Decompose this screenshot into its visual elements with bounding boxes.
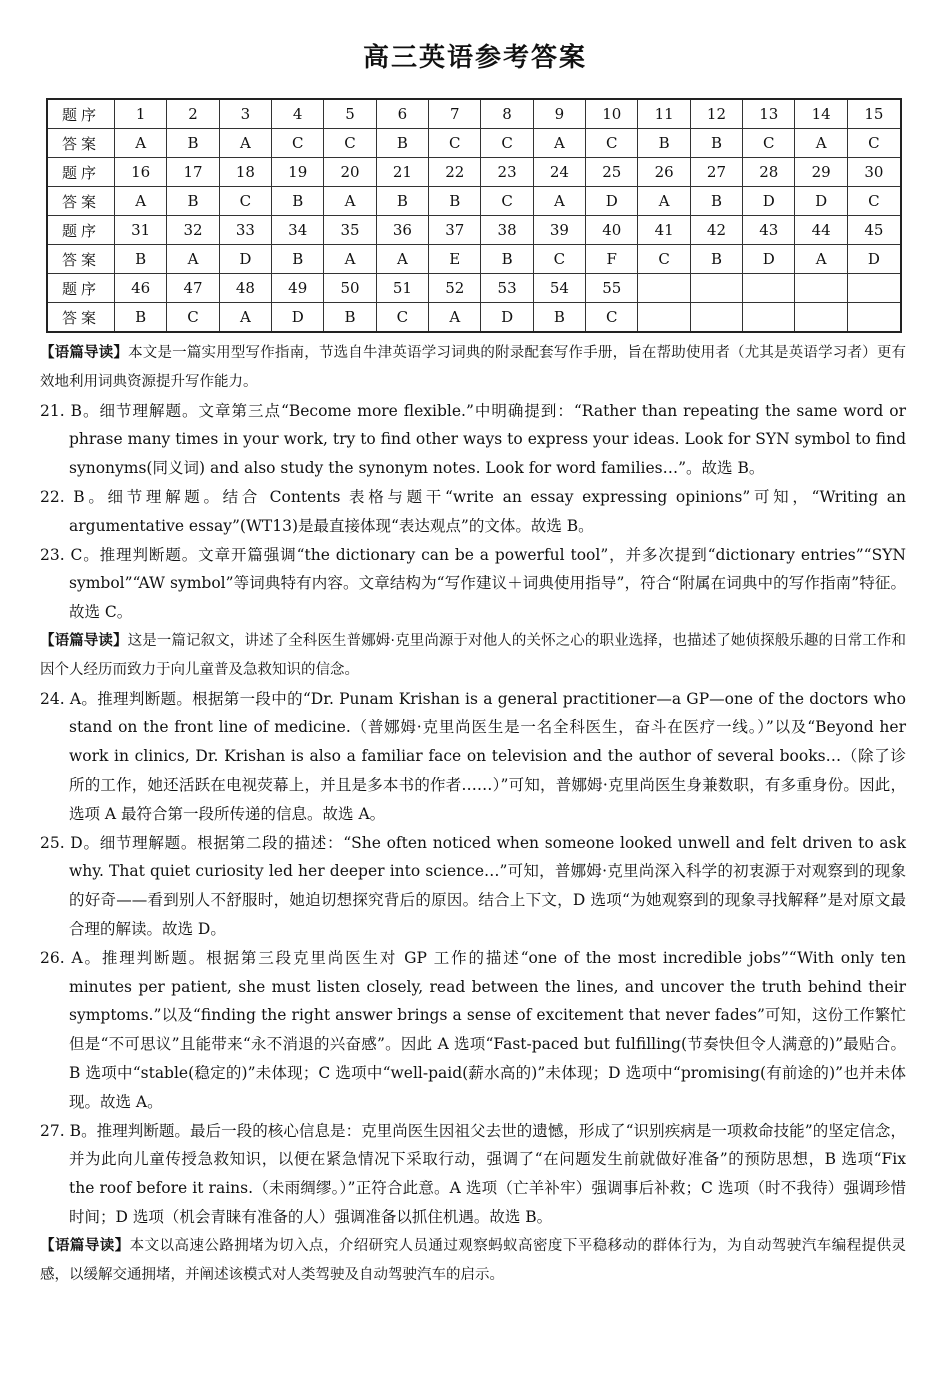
question-number-cell: 28 (743, 158, 795, 187)
question-number-cell: 48 (219, 274, 271, 303)
question-number-cell: 26 (638, 158, 690, 187)
answer-cell: C (272, 129, 324, 158)
question-number-cell: 4 (272, 99, 324, 129)
answer-cell: C (743, 129, 795, 158)
answer-cell: D (272, 303, 324, 333)
question-number-cell: 17 (167, 158, 219, 187)
answer-cell: B (324, 303, 376, 333)
answer-cell (795, 303, 847, 333)
row-label: 题序 (47, 158, 115, 187)
answer-cell: A (115, 129, 167, 158)
question-number-cell: 19 (272, 158, 324, 187)
answer-cell: A (429, 303, 481, 333)
answer-cell: D (847, 245, 901, 274)
answer-explanation: 21. B。细节理解题。文章第三点“Become more flexible.”中明确提到：“Rather than repeating the same word or phrase many times in your work, try to find other ways to express your ideas. Look for SYN symbol to find synonyms(同义词) and also study the synonym notes. Look for word families…”。故选 B。 (40, 401, 906, 478)
question-number-cell: 44 (795, 216, 847, 245)
row-label: 答案 (47, 245, 115, 274)
question-number-cell: 18 (219, 158, 271, 187)
answer-cell: B (376, 187, 428, 216)
answer-cell: D (743, 245, 795, 274)
answer-cell: F (586, 245, 638, 274)
question-number-cell (638, 274, 690, 303)
question-number-cell: 35 (324, 216, 376, 245)
answer-cell: C (847, 129, 901, 158)
question-number-cell: 40 (586, 216, 638, 245)
question-number-cell: 37 (429, 216, 481, 245)
answer-cell: B (167, 187, 219, 216)
answer-cell: B (690, 187, 742, 216)
question-number-cell: 25 (586, 158, 638, 187)
answer-cell: A (638, 187, 690, 216)
answer-cell: A (795, 129, 847, 158)
answer-explanation: 25. D。细节理解题。根据第二段的描述：“She often noticed when someone looked unwell and felt driven to ask why. That quiet curiosity led her deeper into science…”可知，普娜姆·克里尚深入科学的初衷源于对观察到的现象的好奇——看到别人不舒服时，她迫切想探究背后的原因。结合上下文，D 选项“为她观察到的现象寻找解释”是对原文最合理的解读。故选 D。 (40, 833, 906, 938)
question-number-row (47, 99, 901, 129)
question-number-cell: 53 (481, 274, 533, 303)
question-number-cell: 11 (638, 99, 690, 129)
intro-tag: 【语篇导读】 (40, 632, 128, 649)
answer-cell: B (115, 303, 167, 333)
intro-text: 这是一篇记叙文，讲述了全科医生普娜姆·克里尚源于对他人的关怀之心的职业选择，也描述了她侦探般乐趣的日常工作和因个人经历而致力于向儿童普及急救知识的信念。 (40, 632, 907, 678)
answer-cell (847, 303, 901, 333)
answer-row (47, 187, 901, 216)
question-number-cell: 9 (533, 99, 585, 129)
answer-explanation: 22. B。细节理解题。结合 Contents 表格与题干“write an essay expressing opinions”可知，“Writing an argumentative essay”(WT13)是最直接体现“表达观点”的文体。故选 B。 (40, 487, 906, 535)
row-label: 题序 (47, 216, 115, 245)
question-number-cell: 38 (481, 216, 533, 245)
answer-explanation: 23. C。推理判断题。文章开篇强调“the dictionary can be a powerful tool”，并多次提到“dictionary entries”“SYN symbol”“AW symbol”等词典特有内容。文章结构为“写作建议＋词典使用指导”，符合“附属在词典中的写作指南”特征。故选 C。 (40, 545, 906, 622)
row-label: 答案 (47, 187, 115, 216)
question-number-cell (690, 274, 742, 303)
question-number-cell: 16 (115, 158, 167, 187)
answer-cell: D (586, 187, 638, 216)
answer-explanation: 26. A。推理判断题。根据第三段克里尚医生对 GP 工作的描述“one of the most incredible jobs”“With only ten minutes per patient, she must listen closely, read between the lines, and uncover the truth behind their symptoms.”以及“finding the right answer brings a sense of excitement that never fades”可知，这份工作繁忙但是“不可思议”且能带来“永不消退的兴奋感”。因此 A 选项“Fast-paced but fulfilling(节奏快但令人满意的)”最贴合。B 选项中“stable(稳定的)”未体现；C 选项中“well-paid(薪水高的)”未体现；D 选项中“promising(有前途的)”也并未体现。故选 A。 (40, 948, 906, 1111)
answer-cell: A (219, 303, 271, 333)
answer-cell: B (272, 245, 324, 274)
answer-cell: A (324, 245, 376, 274)
passage-intro (40, 339, 906, 397)
question-number-cell: 30 (847, 158, 901, 187)
question-number-cell: 2 (167, 99, 219, 129)
question-number-cell: 42 (690, 216, 742, 245)
question-number-cell: 21 (376, 158, 428, 187)
question-number-cell (795, 274, 847, 303)
answer-explanation: 24. A。推理判断题。根据第一段中的“Dr. Punam Krishan is a general practitioner—a GP—one of the doctors who stand on the front line of medicine.（普娜姆·克里尚医生是一名全科医生，奋斗在医疗一线。）”以及“Beyond her work in clinics, Dr. Krishan is also a familiar face on television and the author of several books…（除了诊所的工作，她还活跃在电视荧幕上，并且是多本书的作者……）”可知，普娜姆·克里尚医生身兼数职，有多重身份。因此，选项 A 最符合第一段所传递的信息。故选 A。 (40, 689, 906, 823)
question-number-cell: 34 (272, 216, 324, 245)
answer-cell: B (272, 187, 324, 216)
question-number-row (47, 158, 901, 187)
question-number-cell: 54 (533, 274, 585, 303)
answer-cell (690, 303, 742, 333)
question-number-cell: 15 (847, 99, 901, 129)
answer-row (47, 303, 901, 333)
row-label: 答案 (47, 129, 115, 158)
answer-explanation: 27. B。推理判断题。最后一段的核心信息是：克里尚医生因祖父去世的遗憾，形成了“识别疾病是一项救命技能”的坚定信念，并为此向儿童传授急救知识，以便在紧急情况下采取行动，强调了“在问题发生前就做好准备”的预防思想，B 选项“Fix the roof before it rains.（未雨绸缪。）”正符合此意。A 选项（亡羊补牢）强调事后补救；C 选项（时不我待）强调珍惜时间；D 选项（机会青睐有准备的人）强调准备以抓住机遇。故选 B。 (40, 1121, 906, 1226)
row-label: 答案 (47, 303, 115, 333)
row-label: 题序 (47, 274, 115, 303)
explanations (40, 339, 906, 1289)
question-number-cell: 47 (167, 274, 219, 303)
question-number-cell: 55 (586, 274, 638, 303)
answer-cell: A (795, 245, 847, 274)
question-number-cell (847, 274, 901, 303)
answer-cell: D (795, 187, 847, 216)
answer-cell: C (847, 187, 901, 216)
intro-text: 本文是一篇实用型写作指南，节选自牛津英语学习词典的附录配套写作手册，旨在帮助使用者（尤其是英语学习者）更有效地利用词典资源提升写作能力。 (40, 345, 907, 390)
question-number-cell: 41 (638, 216, 690, 245)
answer-cell: B (533, 303, 585, 333)
question-number-cell: 33 (219, 216, 271, 245)
question-number-cell: 23 (481, 158, 533, 187)
answer-cell: C (219, 187, 271, 216)
answer-cell: C (586, 129, 638, 158)
answer-cell: C (167, 303, 219, 333)
question-number-cell: 31 (115, 216, 167, 245)
answer-cell: C (481, 187, 533, 216)
question-number-cell: 8 (481, 99, 533, 129)
answer-cell: D (481, 303, 533, 333)
question-number-cell: 7 (429, 99, 481, 129)
question-number-row (47, 216, 901, 245)
answer-cell: B (690, 129, 742, 158)
question-number-cell (743, 274, 795, 303)
answer-cell: C (586, 303, 638, 333)
answer-cell: B (690, 245, 742, 274)
question-number-cell: 1 (115, 99, 167, 129)
answer-cell: A (533, 129, 585, 158)
question-number-cell: 50 (324, 274, 376, 303)
answer-cell: C (324, 129, 376, 158)
answer-table (46, 98, 902, 333)
answer-cell: B (376, 129, 428, 158)
question-number-cell: 14 (795, 99, 847, 129)
answer-cell (638, 303, 690, 333)
question-number-cell: 10 (586, 99, 638, 129)
answer-cell: A (324, 187, 376, 216)
question-number-cell: 49 (272, 274, 324, 303)
answer-cell: D (219, 245, 271, 274)
question-number-cell: 45 (847, 216, 901, 245)
answer-cell: B (167, 129, 219, 158)
answer-cell: E (429, 245, 481, 274)
answer-cell: A (533, 187, 585, 216)
question-number-cell: 6 (376, 99, 428, 129)
answer-cell: D (743, 187, 795, 216)
question-number-cell: 51 (376, 274, 428, 303)
intro-text: 本文以高速公路拥堵为切入点，介绍研究人员通过观察蚂蚁高密度下平稳移动的群体行为，为自动驾驶汽车编程提供灵感，以缓解交通拥堵，并阐述该模式对人类驾驶及自动驾驶汽车的启示。 (40, 1237, 907, 1283)
passage-intro (40, 627, 906, 685)
question-number-cell: 32 (167, 216, 219, 245)
answer-cell: B (429, 187, 481, 216)
passage-intro (40, 1232, 906, 1290)
answer-cell: C (533, 245, 585, 274)
question-number-cell: 27 (690, 158, 742, 187)
question-number-cell: 22 (429, 158, 481, 187)
answer-cell: B (115, 245, 167, 274)
question-number-cell: 13 (743, 99, 795, 129)
answer-cell (743, 303, 795, 333)
answer-cell: C (638, 245, 690, 274)
answer-row (47, 245, 901, 274)
question-number-cell: 52 (429, 274, 481, 303)
question-number-cell: 43 (743, 216, 795, 245)
answer-cell: A (167, 245, 219, 274)
answer-cell: B (638, 129, 690, 158)
answer-cell: A (115, 187, 167, 216)
question-number-cell: 39 (533, 216, 585, 245)
question-number-cell: 3 (219, 99, 271, 129)
answer-cell: A (219, 129, 271, 158)
question-number-cell: 36 (376, 216, 428, 245)
question-number-cell: 46 (115, 274, 167, 303)
question-number-cell: 5 (324, 99, 376, 129)
question-number-row (47, 274, 901, 303)
question-number-cell: 24 (533, 158, 585, 187)
intro-tag: 【语篇导读】 (40, 1237, 130, 1254)
answer-cell: C (481, 129, 533, 158)
intro-tag: 【语篇导读】 (40, 345, 129, 361)
question-number-cell: 12 (690, 99, 742, 129)
question-number-cell: 29 (795, 158, 847, 187)
question-number-cell: 20 (324, 158, 376, 187)
answer-cell: B (481, 245, 533, 274)
page-title: 高三英语参考答案 (362, 43, 587, 73)
answer-row (47, 129, 901, 158)
answer-cell: C (376, 303, 428, 333)
answer-cell: A (376, 245, 428, 274)
answer-cell: C (429, 129, 481, 158)
row-label: 题序 (47, 99, 115, 129)
